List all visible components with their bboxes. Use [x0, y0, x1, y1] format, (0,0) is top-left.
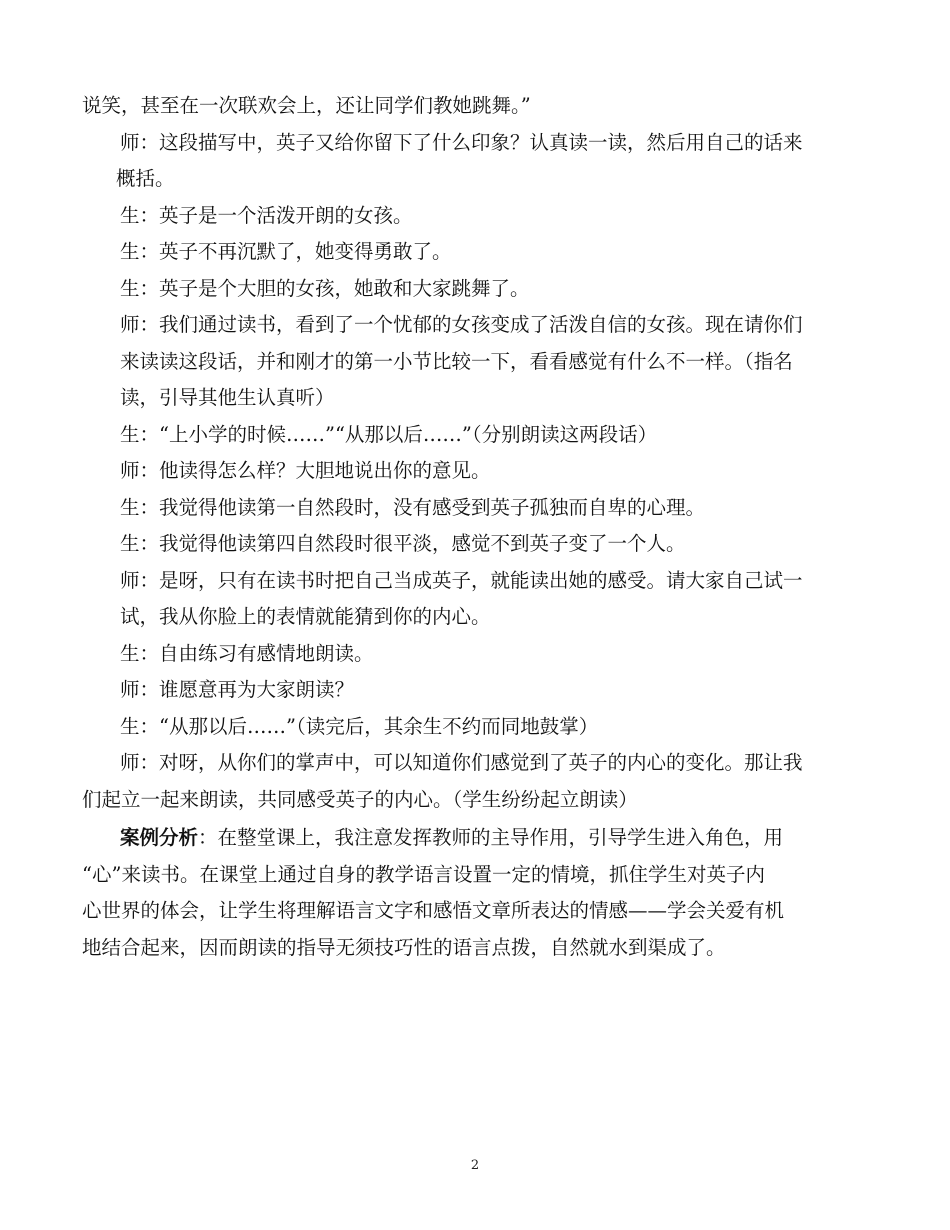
text-line: 生：英子是个大胆的女孩，她敢和大家跳舞了。 — [120, 276, 530, 300]
text-line: 读，引导其他生认真听） — [120, 386, 335, 409]
analysis-first-line — [82, 820, 872, 857]
text-line: 生：英子不再沉默了，她变得勇敢了。 — [120, 240, 452, 263]
text-line: 来读读这段话，并和刚才的第一小节比较一下，看看感觉有什么不一样。（指名 — [120, 349, 793, 373]
text-line: 师：他读得怎么样？大胆地说出你的意见。 — [120, 459, 491, 482]
document-body — [82, 88, 872, 966]
text-line: 说笑，甚至在一次联欢会上，还让同学们教她跳舞。” — [82, 94, 531, 117]
analysis-label: 案例分析 — [120, 826, 199, 849]
text-line: 试，我从你脸上的表情就能猜到你的内心。 — [120, 605, 491, 628]
text-line: 师：这段描写中，英子又给你留下了什么印象？认真读一读，然后用自己的话来 — [120, 130, 803, 154]
page-number: 2 — [470, 1158, 480, 1173]
text-line: 生：“上小学的时候……”“从那以后……”（分别朗读这两段话） — [120, 422, 658, 446]
text-line: 生：英子是一个活泼开朗的女孩。 — [120, 203, 413, 227]
text-line: 生：自由练习有感情地朗读。 — [120, 641, 374, 665]
text-line: 生：我觉得他读第一自然段时，没有感受到英子孤独而自卑的心理。 — [120, 495, 706, 519]
text-line: 概括。 — [116, 167, 175, 190]
text-line: “心”来读书。在课堂上通过自身的教学语言设置一定的情境，抓住学生对英子内 — [82, 862, 765, 886]
text-line: 师：是呀，只有在读书时把自己当成英子，就能读出她的感受。请大家自己试一 — [120, 568, 803, 592]
text-line: 们起立一起来朗读，共同感受英子的内心。（学生纷纷起立朗读） — [82, 787, 638, 811]
text-line: 师：对呀，从你们的掌声中，可以知道你们感觉到了英子的内心的变化。那让我 — [120, 751, 803, 774]
analysis-text: ：在整堂课上，我注意发挥教师的主导作用，引导学生进入角色，用 — [198, 826, 784, 849]
text-line: 心世界的体会，让学生将理解语言文字和感悟文章所表达的情感——学会关爱有机 — [82, 899, 785, 922]
text-line: 地结合起来，因而朗读的指导无须技巧性的语言点拨，自然就水到渠成了。 — [82, 935, 726, 959]
text-line: 生：我觉得他读第四自然段时很平淡，感觉不到英子变了一个人。 — [120, 532, 686, 555]
text-line: 生：“从那以后……”（读完后，其余生不约而同地鼓掌） — [120, 714, 599, 738]
text-line: 师：我们通过读书，看到了一个忧郁的女孩变成了活泼自信的女孩。现在请你们 — [120, 313, 803, 336]
text-line: 师：谁愿意再为大家朗读？ — [120, 678, 355, 701]
